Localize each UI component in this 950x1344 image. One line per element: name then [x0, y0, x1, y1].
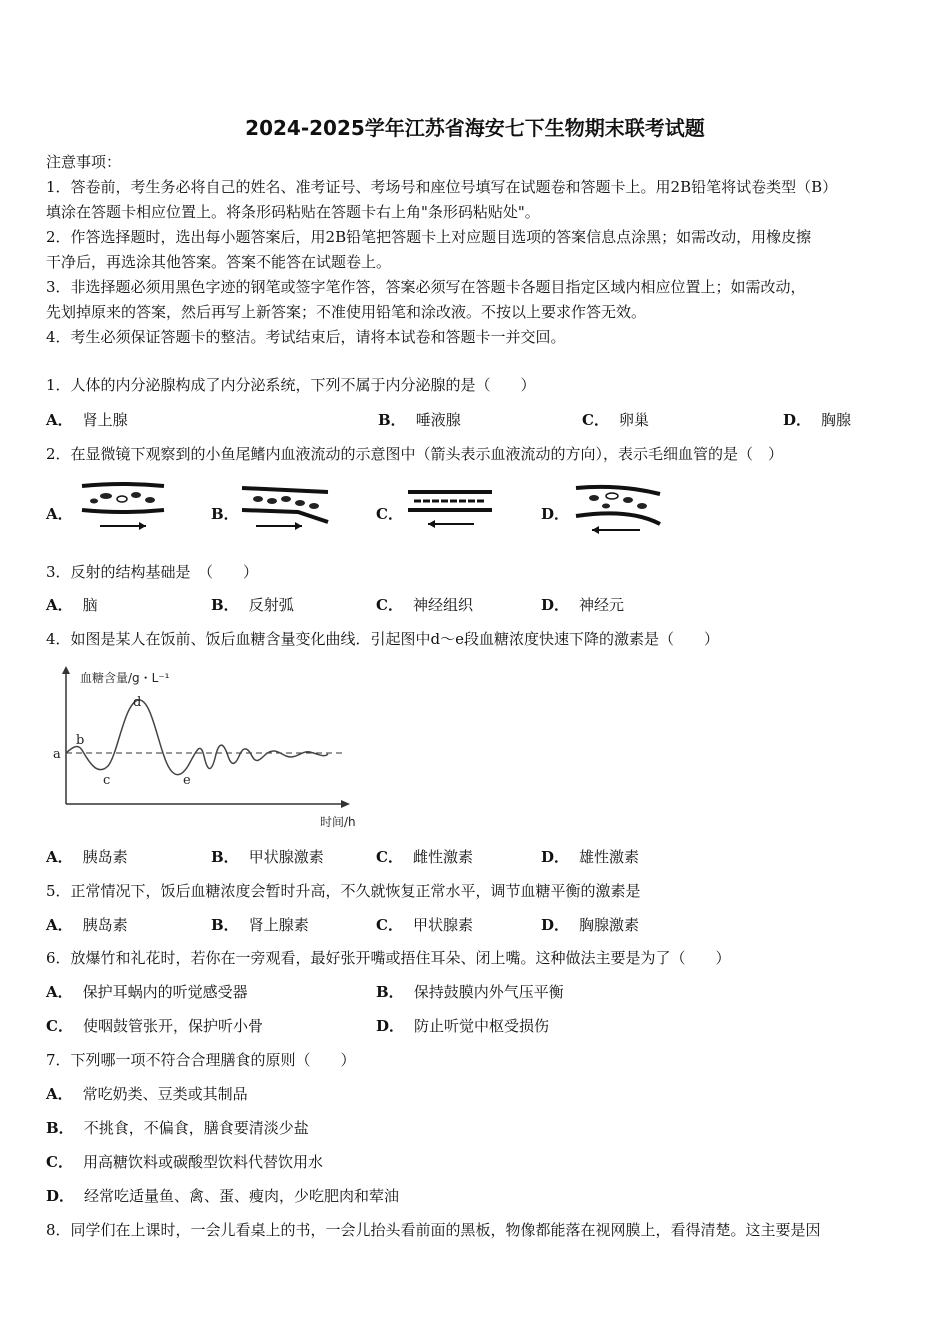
q2-vessel-image-d[interactable] [570, 480, 665, 536]
q5-option-b[interactable]: B． 肾上腺素 [211, 916, 309, 934]
notes-line: 4．考生必须保证答题卡的整洁。考试结束后，请将本试卷和答题卡一并交回。 [46, 328, 566, 346]
q4-option-a[interactable]: A． 胰岛素 [46, 848, 128, 866]
q1-option-c[interactable]: C． 卵巢 [582, 411, 649, 429]
q5-option-d[interactable]: D． 胸腺激素 [541, 916, 640, 934]
chart-point-d: d [133, 695, 142, 710]
chart-point-e: e [183, 773, 191, 788]
q3-option-b[interactable]: B． 反射弧 [211, 596, 294, 614]
notes-line: 1．答卷前，考生务必将自己的姓名、准考证号、考场号和座位号填写在试题卷和答题卡上。用2B铅笔将试卷类型（B） [46, 178, 838, 196]
question-4-stem: 4．如图是某人在饭前、饭后血糖含量变化曲线．引起图中d～e段血糖浓度快速下降的激素是（ ） [46, 630, 720, 648]
q2-option-b-label[interactable]: B． [211, 505, 239, 523]
question-6-stem: 6．放爆竹和礼花时，若你在一旁观看，最好张开嘴或捂住耳朵、闭上嘴。这种做法主要是为了（ ） [46, 949, 731, 967]
q7-option-b[interactable]: B． 不挑食，不偏食，膳食要清淡少盐 [46, 1119, 309, 1137]
q2-vessel-image-c[interactable] [404, 486, 496, 532]
question-7-stem: 7．下列哪一项不符合合理膳食的原则（ ） [46, 1051, 356, 1069]
chart-xlabel: 时间/h [320, 815, 356, 829]
question-1-stem: 1．人体的内分泌腺构成了内分泌系统，下列不属于内分泌腺的是（ ） [46, 376, 536, 394]
chart-point-b: b [76, 733, 85, 748]
notes-line: 2．作答选择题时，选出每小题答案后，用2B铅笔把答题卡上对应题目选项的答案信息点涂黑；如需改动，用橡皮擦 [46, 228, 812, 246]
chart-y-axis-arrow [62, 666, 70, 674]
notes-line: 3．非选择题必须用黑色字迹的钢笔或签字笔作答，答案必须写在答题卡各题目指定区域内相应位置上；如需改动， [46, 278, 806, 296]
q1-option-b[interactable]: B． 唾液腺 [378, 411, 461, 429]
notes-heading: 注意事项： [46, 153, 122, 171]
q3-option-d[interactable]: D． 神经元 [541, 596, 625, 614]
q3-option-a[interactable]: A． 脑 [46, 596, 98, 614]
chart-ylabel: 血糖含量/g・L⁻¹ [80, 671, 170, 685]
chart-point-a: a [53, 747, 61, 762]
q2-vessel-image-b[interactable] [238, 482, 333, 534]
q2-vessel-image-a[interactable] [78, 480, 168, 532]
question-2-stem: 2．在显微镜下观察到的小鱼尾鳍内血液流动的示意图中（箭头表示血液流动的方向），表示毛细血管的是（ ） [46, 445, 784, 463]
chart-x-axis-arrow [341, 800, 350, 808]
chart-curve [66, 700, 328, 775]
q2-option-a-label[interactable]: A． [46, 505, 73, 523]
notes-line: 填涂在答题卡相应位置上。将条形码粘贴在答题卡右上角"条形码粘贴处"。 [46, 203, 540, 221]
page-title: 2024-2025学年江苏省海安七下生物期末联考试题 [245, 116, 705, 140]
q4-option-d[interactable]: D． 雄性激素 [541, 848, 640, 866]
notes-line: 先划掉原来的答案，然后再写上新答案；不准使用铅笔和涂改液。不按以上要求作答无效。 [46, 303, 647, 321]
q4-option-c[interactable]: C． 雌性激素 [376, 848, 473, 866]
q6-option-d[interactable]: D． 防止听觉中枢受损伤 [376, 1017, 550, 1035]
q6-option-b[interactable]: B． 保持鼓膜内外气压平衡 [376, 983, 564, 1001]
q4-option-b[interactable]: B． 甲状腺激素 [211, 848, 324, 866]
q6-option-a[interactable]: A． 保护耳蜗内的听觉感受器 [46, 983, 248, 1001]
q7-option-a[interactable]: A． 常吃奶类、豆类或其制品 [46, 1085, 248, 1103]
q7-option-c[interactable]: C． 用高糖饮料或碳酸型饮料代替饮用水 [46, 1153, 323, 1171]
question-3-stem: 3．反射的结构基础是 （ ） [46, 563, 259, 581]
q6-option-c[interactable]: C． 使咽鼓管张开，保护听小骨 [46, 1017, 263, 1035]
q1-option-d[interactable]: D． 胸腺 [783, 411, 852, 429]
question-5-stem: 5．正常情况下，饭后血糖浓度会暂时升高，不久就恢复正常水平，调节血糖平衡的激素是 [46, 882, 641, 900]
q7-option-d[interactable]: D． 经常吃适量鱼、禽、蛋、瘦肉，少吃肥肉和荤油 [46, 1187, 400, 1205]
q5-option-a[interactable]: A． 胰岛素 [46, 916, 128, 934]
notes-line: 干净后，再选涂其他答案。答案不能答在试题卷上。 [46, 253, 392, 271]
q2-option-d-label[interactable]: D． [541, 505, 570, 523]
q1-option-a[interactable]: A． 肾上腺 [46, 411, 128, 429]
question-8-stem: 8．同学们在上课时，一会儿看桌上的书，一会儿抬头看前面的黑板，物像都能落在视网膜上，看得清楚。这主要是因 [46, 1221, 821, 1239]
chart-point-c: c [103, 773, 111, 788]
q3-option-c[interactable]: C． 神经组织 [376, 596, 473, 614]
blood-sugar-chart [46, 664, 366, 834]
q2-option-c-label[interactable]: C． [376, 505, 403, 523]
q5-option-c[interactable]: C． 甲状腺素 [376, 916, 473, 934]
